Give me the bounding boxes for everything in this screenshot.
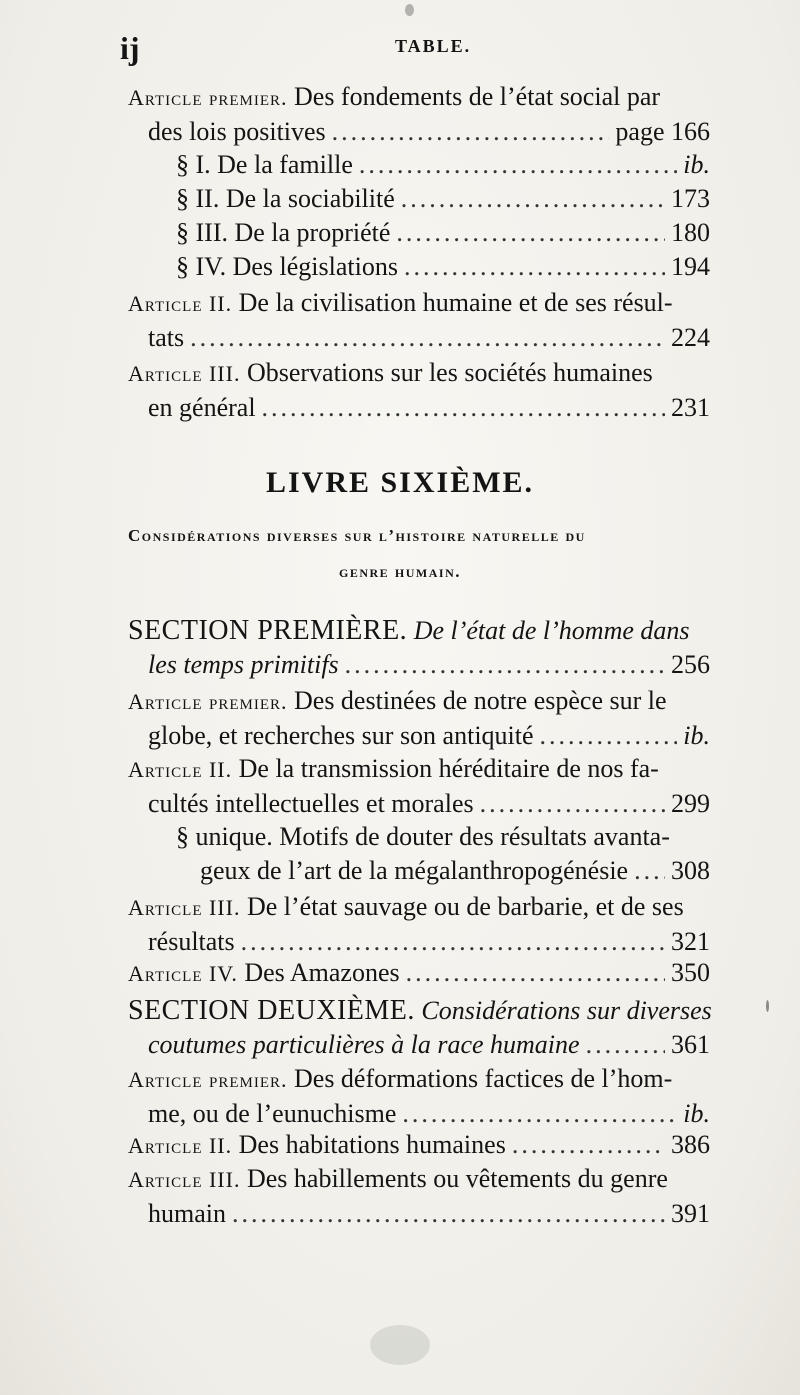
dot-leader [480, 787, 665, 821]
dot-leader [262, 391, 665, 425]
entry-text: Des fondements de l’état social par [294, 82, 661, 111]
toc-entry [128, 956, 710, 991]
entry-text: Des Amazones [244, 958, 400, 987]
section-entry [128, 614, 710, 682]
dot-leader [586, 1028, 665, 1062]
toc-entry [128, 182, 710, 216]
entry-label: Article II. [128, 757, 233, 782]
dot-leader [396, 216, 665, 250]
entry-text: De la transmission héréditaire de nos fa- [238, 754, 659, 783]
entry-page: 308 [671, 856, 710, 885]
entry-text: § I. De la famille [176, 150, 353, 179]
entry-page: page 166 [615, 117, 710, 146]
entry-text: Observations sur les sociétés humaines [246, 358, 653, 387]
dot-leader [190, 321, 665, 355]
book-title: LIVRE SIXIÈME. [265, 466, 535, 499]
entry-page: 386 [671, 1130, 710, 1159]
entry-page: ib. [683, 150, 710, 179]
toc-entry [128, 356, 710, 425]
entry-page: 256 [671, 650, 710, 679]
toc-entry [128, 1062, 710, 1131]
entry-label: Article III. [128, 361, 241, 386]
entry-label: Article premier. [128, 689, 288, 714]
entry-page: 299 [671, 789, 710, 818]
entry-label: Article II. [128, 291, 233, 316]
entry-text: Des déformations factices de l’hom- [294, 1064, 673, 1093]
dot-leader [634, 854, 665, 888]
section-title: Considérations sur diverses [421, 996, 712, 1025]
entry-page: 391 [671, 1199, 710, 1228]
entry-continuation: me, ou de l’eunuchisme [148, 1099, 397, 1128]
section-title: De l’état de l’homme dans [413, 616, 690, 645]
toc-entry [128, 80, 710, 149]
section-title-continuation: les temps primitifs [148, 650, 339, 679]
toc-entry [128, 216, 710, 250]
entry-page: ib. [683, 1099, 710, 1128]
entry-page: 350 [671, 958, 710, 987]
entry-continuation: globe, et recherches sur son antiquité [148, 721, 534, 750]
dot-leader [359, 148, 677, 182]
entry-text: De la civilisation humaine et de ses résul- [238, 288, 673, 317]
entry-page: 194 [671, 252, 710, 281]
entry-text: Des habillements ou vêtements du genre [246, 1164, 668, 1193]
toc-entry [128, 890, 710, 959]
toc-entry [128, 148, 710, 182]
section-heading: SECTION PREMIÈRE. [128, 615, 408, 646]
toc-entry [128, 1128, 710, 1163]
entry-label: Article IV. [128, 961, 238, 986]
dot-leader [332, 115, 610, 149]
dot-leader [404, 250, 665, 284]
entry-text: § III. De la propriété [176, 218, 391, 247]
dot-leader [540, 719, 678, 753]
scan-smudge [405, 4, 414, 16]
entry-text: Des destinées de notre espèce sur le [294, 686, 667, 715]
page-number: ij [120, 30, 140, 66]
toc-entry [128, 1162, 710, 1231]
running-head [0, 22, 800, 72]
entry-text: Des habitations humaines [238, 1130, 506, 1159]
entry-continuation: tats [148, 323, 185, 352]
dot-leader [512, 1128, 665, 1162]
dot-leader [232, 1197, 665, 1231]
dot-leader [345, 648, 665, 682]
section-heading: SECTION DEUXIÈME. [128, 995, 415, 1026]
book-subtitle-line2: genre humain. [338, 562, 461, 581]
toc-entry [128, 684, 710, 753]
entry-continuation: des lois positives [148, 117, 326, 146]
entry-label: Article premier. [128, 85, 288, 110]
entry-text: De l’état sauvage ou de barbarie, et de ses [246, 892, 684, 921]
dot-leader [401, 182, 665, 216]
running-head-title: TABLE. [395, 36, 472, 56]
dot-leader [406, 956, 665, 990]
toc-entry [128, 820, 710, 888]
toc-entry [128, 286, 710, 355]
book-subtitle-line1: Considérations diverses sur l’histoire naturelle du [128, 526, 586, 545]
entry-continuation: résultats [148, 927, 235, 956]
entry-label: Article III. [128, 895, 241, 920]
entry-label: Article III. [128, 1167, 241, 1192]
entry-page: 361 [671, 1030, 710, 1059]
toc-entry [128, 752, 710, 821]
dot-leader [402, 1097, 677, 1131]
entry-page: 180 [671, 218, 710, 247]
entry-continuation: cultés intellectuelles et morales [148, 789, 474, 818]
entry-label: Article II. [128, 1133, 233, 1158]
section-title-continuation: coutumes particulières à la race humaine [148, 1030, 580, 1059]
entry-text: § IV. Des législations [176, 252, 398, 281]
entry-page: 321 [671, 927, 710, 956]
dot-leader [241, 925, 665, 959]
scan-smudge [370, 1325, 430, 1365]
section-entry [128, 994, 710, 1062]
toc-entry [128, 250, 710, 284]
entry-text: § II. De la sociabilité [176, 184, 395, 213]
entry-continuation: geux de l’art de la mégalanthropogénésie [200, 856, 629, 885]
entry-label: Article premier. [128, 1067, 288, 1092]
entry-continuation: en général [148, 393, 256, 422]
entry-page: ib. [683, 721, 710, 750]
entry-page: 173 [671, 184, 710, 213]
entry-page: 231 [671, 393, 710, 422]
entry-text: § unique. Motifs de douter des résultats avanta- [176, 822, 670, 851]
entry-page: 224 [671, 323, 710, 352]
entry-continuation: humain [148, 1199, 226, 1228]
scan-smudge [766, 1000, 769, 1012]
